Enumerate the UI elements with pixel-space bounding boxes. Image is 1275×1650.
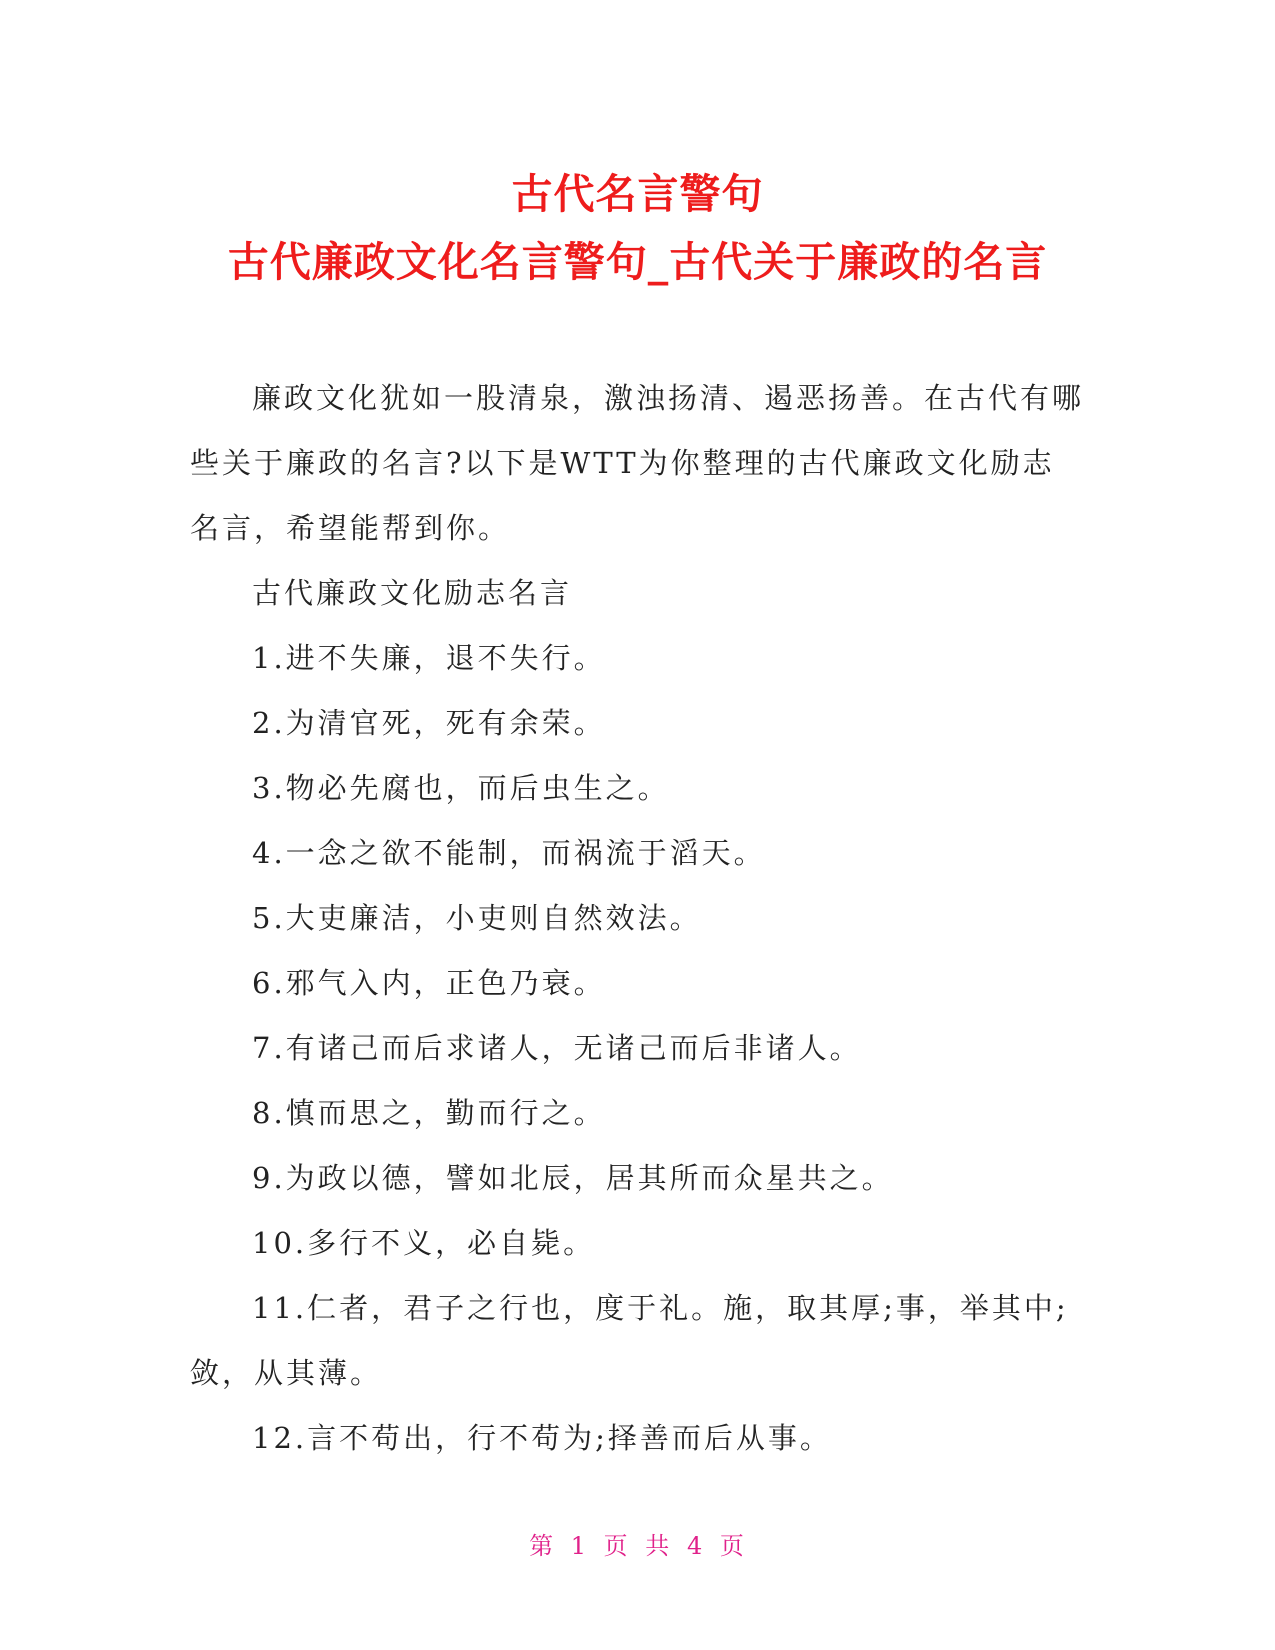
document-title: 古代名言警句 (511, 170, 764, 218)
quote-item: 5.大吏廉洁，小吏则自然效法。 (252, 901, 702, 935)
document-subtitle: 古代廉政文化名言警句_古代关于廉政的名言 (227, 238, 1048, 286)
section-heading: 古代廉政文化励志名言 (252, 576, 573, 610)
page-footer: 第 1 页 共 4 页 (529, 1532, 746, 1560)
quote-item: 4.一念之欲不能制，而祸流于滔天。 (252, 836, 766, 870)
quote-item: 1.进不失廉，退不失行。 (252, 641, 606, 675)
quote-item: 10.多行不义，必自毙。 (252, 1226, 596, 1260)
quote-item: 11.仁者，君子之行也，度于礼。施，取其厚;事，举其中;敛，从其薄。 (190, 1291, 1069, 1390)
quote-item: 2.为清官死，死有余荣。 (252, 706, 606, 740)
document-body (190, 366, 1085, 1471)
quote-item: 6.邪气入内，正色乃衰。 (252, 966, 606, 1000)
quote-item: 3.物必先腐也，而后虫生之。 (252, 771, 670, 805)
quote-item: 9.为政以德，譬如北辰，居其所而众星共之。 (252, 1161, 894, 1195)
quote-item: 12.言不苟出，行不苟为;择善而后从事。 (252, 1421, 832, 1455)
title-block (0, 160, 1275, 296)
quote-item: 8.慎而思之，勤而行之。 (252, 1096, 606, 1130)
intro-paragraph: 廉政文化犹如一股清泉，激浊扬清、遏恶扬善。在古代有哪些关于廉政的名言?以下是WTT为你整理的古代廉政文化励志名言，希望能帮到你。 (190, 381, 1085, 545)
quote-item: 7.有诸己而后求诸人，无诸己而后非诸人。 (252, 1031, 862, 1065)
